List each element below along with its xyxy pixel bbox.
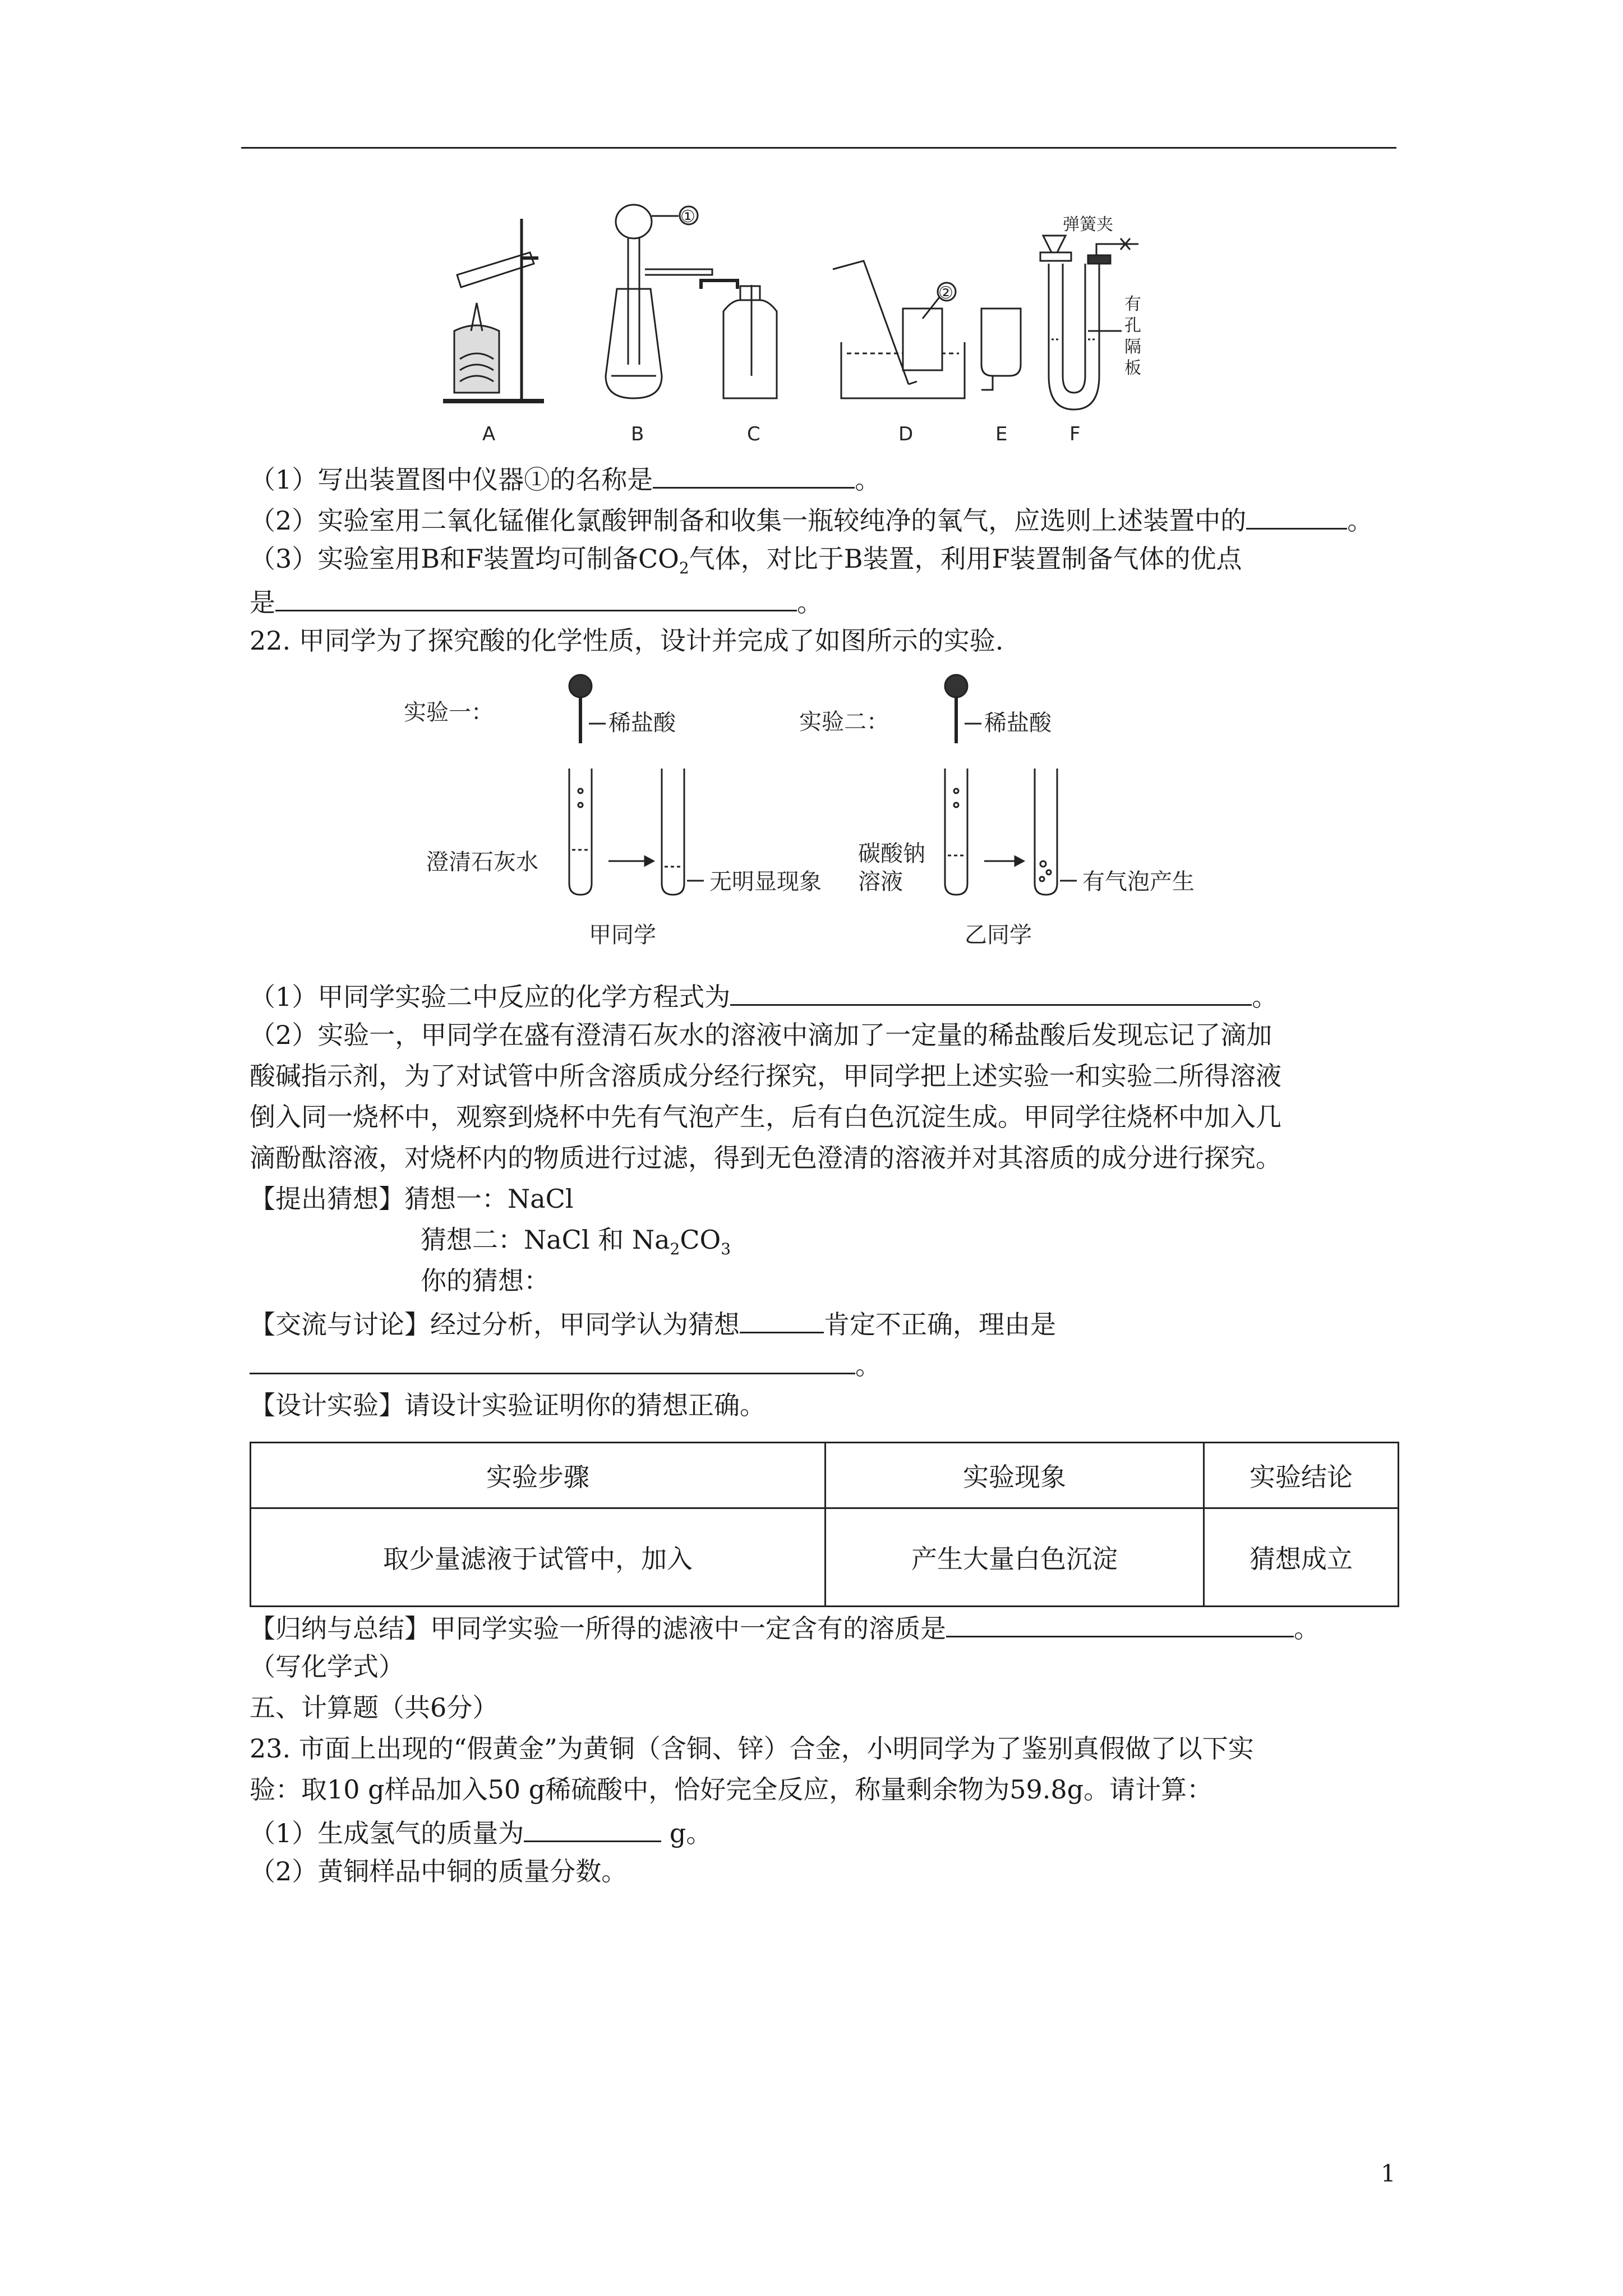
q21-part3-line2: 是 。: [250, 583, 823, 619]
table-cell[interactable]: 取少量滤液于试管中，加入: [251, 1508, 826, 1607]
carbonate-label-b: 溶液: [858, 869, 903, 895]
q23-stem-line1: 23. 市面上出现的“假黄金”为黄铜（含铜、锌）合金，小明同学为了鉴别真假做了以下实: [250, 1733, 1254, 1764]
student2-label: 乙同学: [965, 922, 1032, 948]
apparatus-figure: [415, 191, 1211, 454]
summary: 【归纳与总结】甲同学实验一所得的滤液中一定含有的溶质是 。: [250, 1609, 1320, 1645]
q22-part2-line3: 倒入同一烧杯中，观察到烧杯中先有气泡产生，后有白色沉淀生成。甲同学往烧杯中加入几: [250, 1102, 1281, 1132]
answer-blank[interactable]: [730, 977, 1252, 1006]
discussion-line2: 。: [250, 1346, 881, 1382]
q22-part2-line4: 滴酚酞溶液，对烧杯内的物质进行过滤，得到无色澄清的溶液并对其溶质的成分进行探究。: [250, 1143, 1281, 1173]
apparatus-label-e: E: [995, 423, 1008, 445]
exp2-label: 实验二：: [799, 709, 889, 735]
q23-part1: （1）生成氢气的质量为 g。: [250, 1814, 712, 1850]
summary-note: （写化学式）: [250, 1651, 404, 1682]
plate-label-2: 孔: [1124, 316, 1141, 335]
discussion: 【交流与讨论】经过分析，甲同学认为猜想 肯定不正确，理由是: [250, 1305, 1056, 1341]
q22-part2-line1: （2）实验一，甲同学在盛有澄清石灰水的溶液中滴加了一定量的稀盐酸后发现忘记了滴加: [250, 1020, 1272, 1050]
apparatus-label-a: A: [482, 423, 496, 445]
spring-clip-label: 弹簧夹: [1063, 215, 1113, 234]
section-five-title: 五、计算题（共6分）: [250, 1692, 499, 1723]
lime-water-label: 澄清石灰水: [426, 849, 538, 875]
guess-header: 【提出猜想】猜想一：NaCl: [250, 1184, 574, 1214]
answer-blank[interactable]: [275, 583, 797, 611]
no-change-label: 无明显现象: [709, 869, 822, 895]
exp1-label: 实验一：: [404, 700, 494, 725]
q22-part1: （1）甲同学实验二中反应的化学方程式为 。: [250, 977, 1278, 1014]
q22-stem: 22. 甲同学为了探究酸的化学性质，设计并完成了如图所示的实验.: [250, 625, 1004, 656]
design-experiment: 【设计实验】请设计实验证明你的猜想正确。: [250, 1390, 766, 1420]
table-row: [251, 1508, 1399, 1607]
table-header: 实验结论: [1204, 1443, 1399, 1508]
experiment-figure: [404, 670, 1245, 962]
answer-blank[interactable]: [653, 460, 855, 489]
experiment-table: [250, 1442, 1399, 1607]
bubbles-label: 有气泡产生: [1082, 869, 1195, 895]
apparatus-label-f: F: [1069, 423, 1081, 445]
answer-blank[interactable]: [1246, 501, 1347, 530]
apparatus-label-d: D: [898, 423, 914, 445]
q21-part3: （3）实验室用B和F装置均可制备$CO_2$气体，对比于B装置，利用F装置制备气体的优点: [250, 544, 1242, 578]
answer-blank[interactable]: [740, 1305, 824, 1333]
acid1-label: 稀盐酸: [608, 710, 676, 736]
table-header-row: [251, 1443, 1399, 1508]
plate-label-1: 有: [1124, 295, 1141, 314]
apparatus-label-b: B: [631, 423, 644, 445]
table-cell: 产生大量白色沉淀: [826, 1508, 1204, 1607]
answer-blank[interactable]: [250, 1346, 855, 1374]
answer-blank[interactable]: [946, 1609, 1294, 1637]
student1-label: 甲同学: [589, 922, 656, 948]
carbonate-label-a: 碳酸钠: [858, 841, 925, 867]
q23-stem-line2: 验：取10 g样品加入50 g稀硫酸中，恰好完全反应，称量剩余物为59.8g。请计算：: [250, 1774, 1213, 1805]
header-rule: [241, 147, 1396, 149]
q21-part2: （2）实验室用二氧化锰催化氯酸钾制备和收集一瓶较纯净的氧气，应选则上述装置中的 。: [250, 501, 1373, 537]
q22-part2-line2: 酸碱指示剂，为了对试管中所含溶质成分经行探究，甲同学把上述实验一和实验二所得溶液: [250, 1061, 1281, 1091]
table-header: 实验现象: [826, 1443, 1204, 1508]
marker-2: ②: [938, 283, 953, 303]
table-header: 实验步骤: [251, 1443, 826, 1508]
guess-yours: 你的猜想：: [421, 1266, 550, 1296]
plate-label-4: 板: [1124, 358, 1141, 378]
acid2-label: 稀盐酸: [984, 710, 1052, 736]
table-cell: 猜想成立: [1204, 1508, 1399, 1607]
q21-part1: （1）写出装置图中仪器①的名称是 。: [250, 460, 880, 496]
answer-blank[interactable]: [524, 1814, 661, 1842]
guess-two: 猜想二：NaCl 和 $Na_2CO_3$: [421, 1225, 731, 1259]
apparatus-label-c: C: [747, 423, 760, 445]
page-number: 1: [1381, 2160, 1396, 2187]
plate-label-3: 隔: [1124, 337, 1141, 357]
q23-part2: （2）黄铜样品中铜的质量分数。: [250, 1856, 628, 1887]
marker-1: ①: [680, 207, 695, 227]
